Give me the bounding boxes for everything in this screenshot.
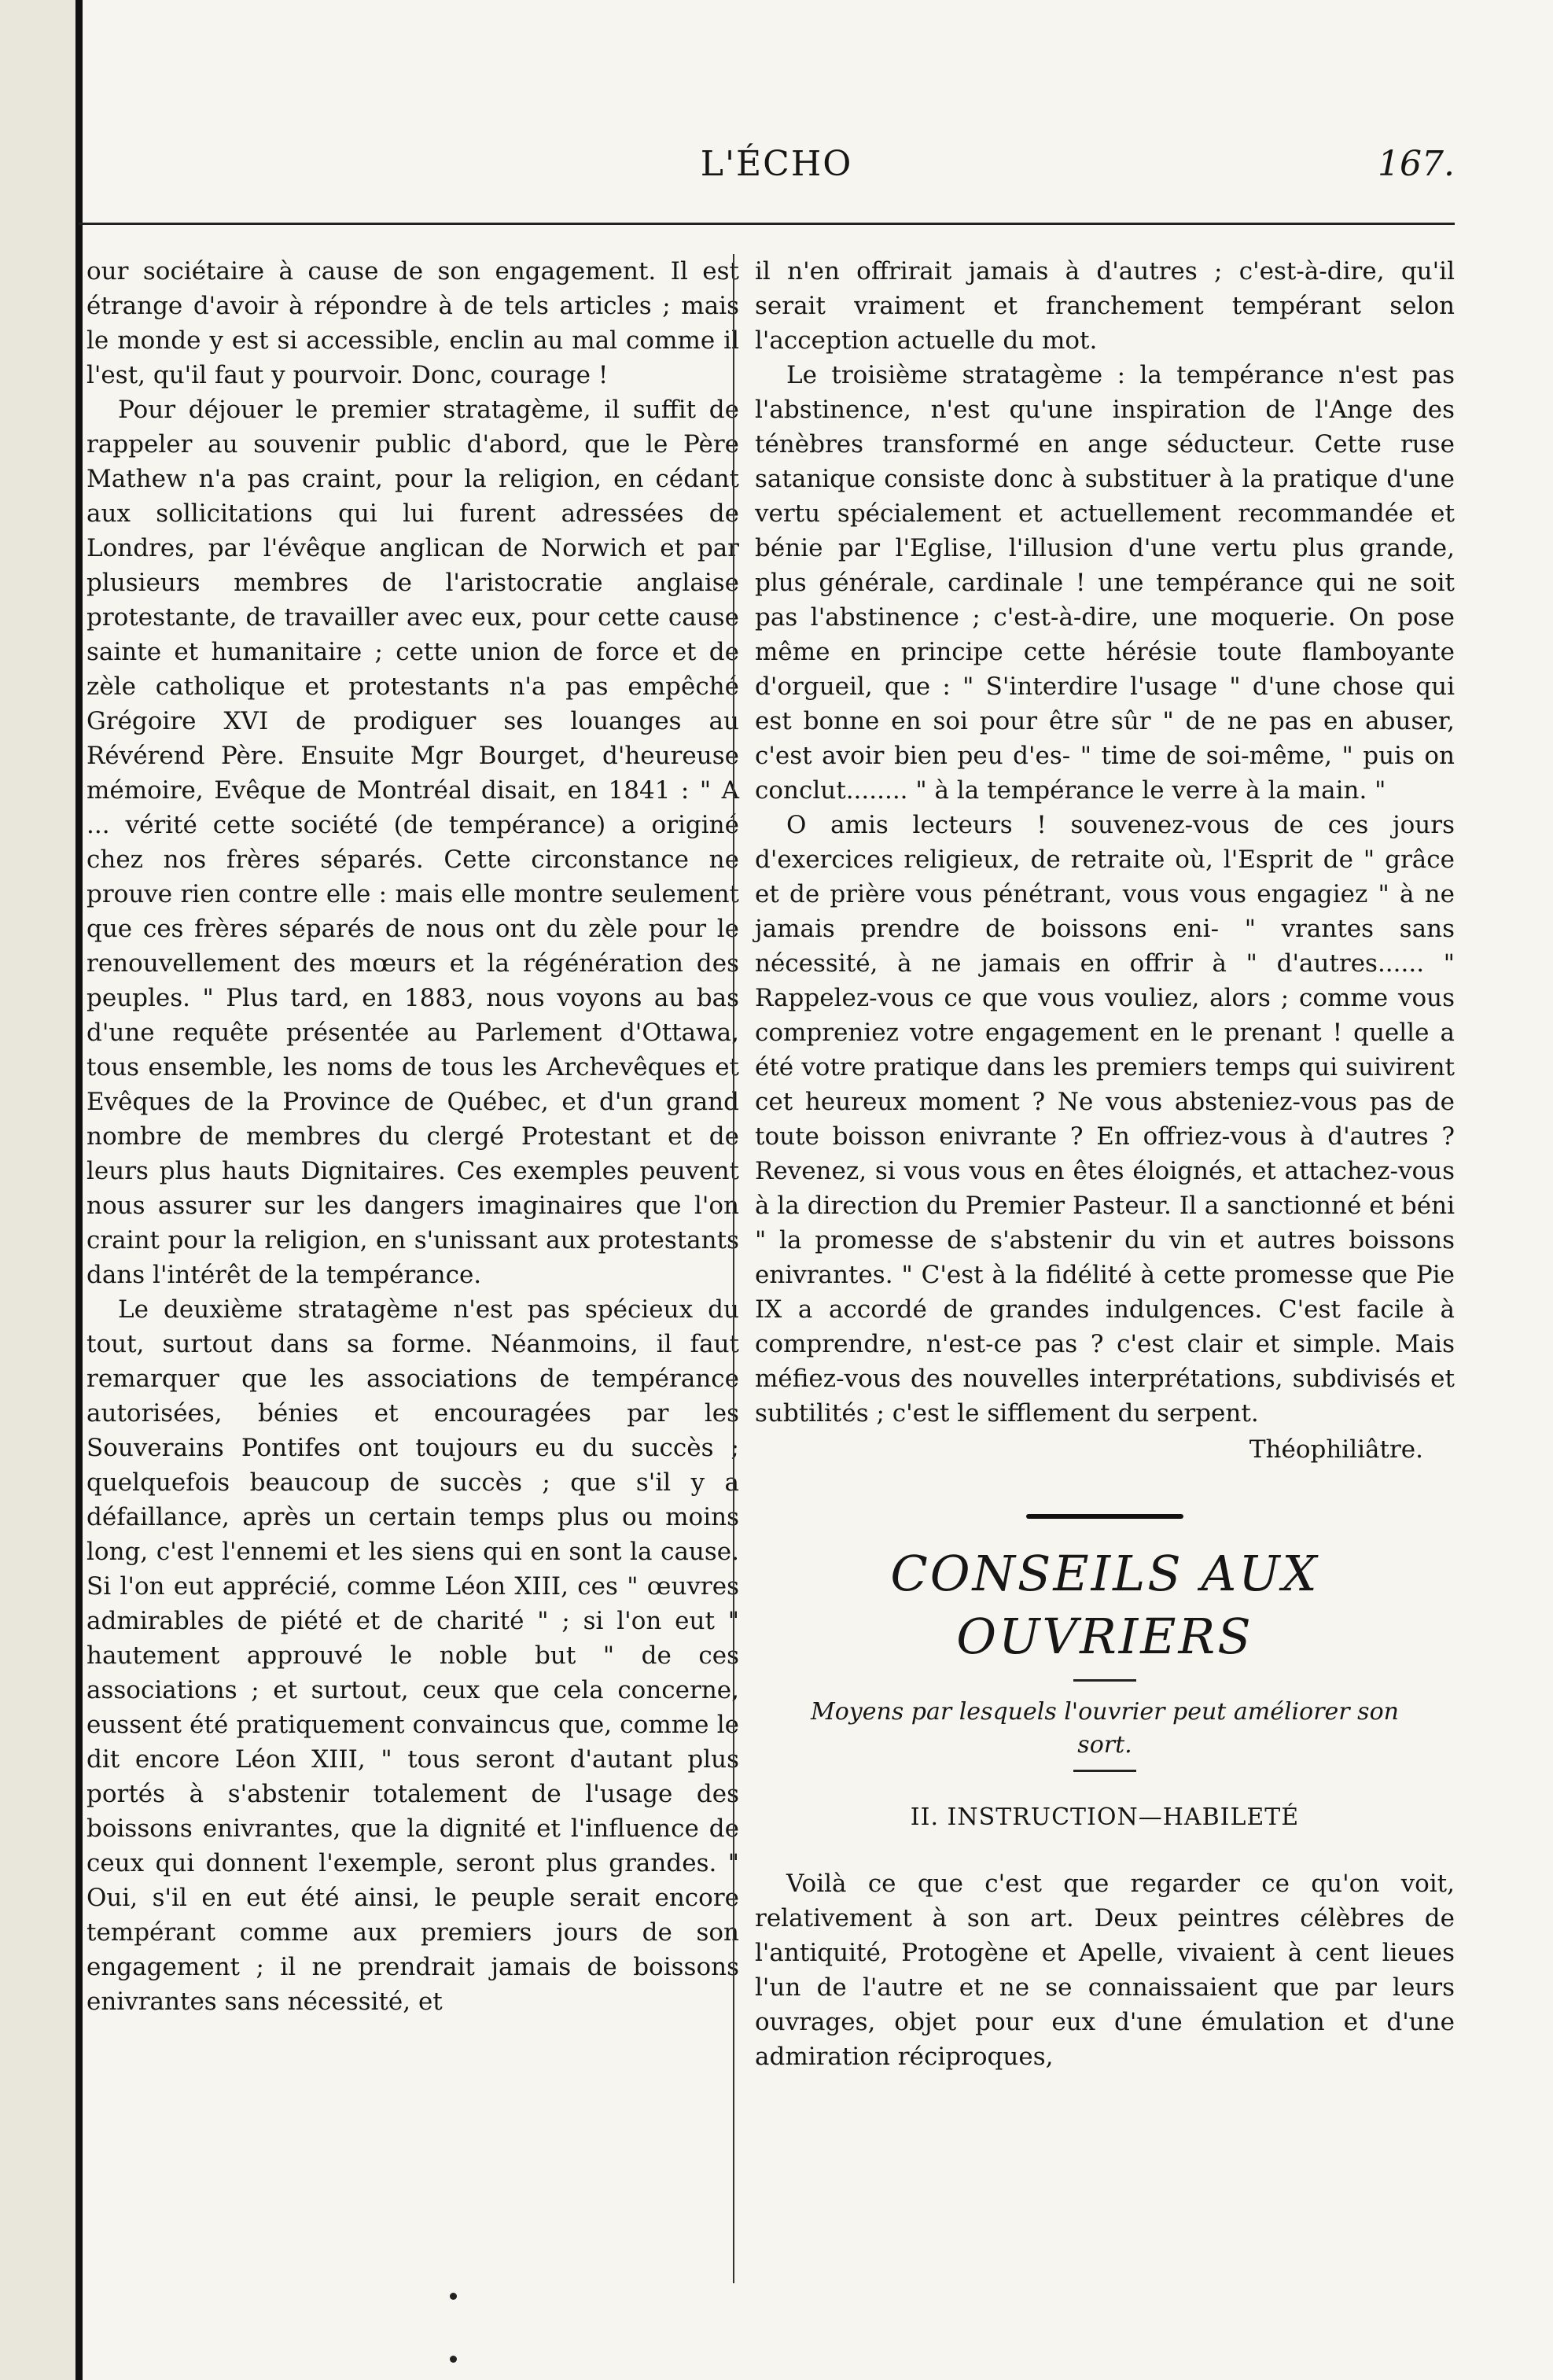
paragraph: our sociétaire à cause de son engagement. Il est étrange d'avoir à répondre à de tels articles ; mais le monde y est si accessible, enclin au mal comme il l'est, qu'il faut y pourvoir. Donc, courage ! [86, 257, 739, 389]
paragraph: Le deuxième stratagème n'est pas spécieux du tout, surtout dans sa forme. Néanmoins, il faut remarquer que les associations de tempérance autorisées, bénies et encouragées par les Souverains Pontifes ont toujours eu du succès ; quelquefois beaucoup de succès ; que s'il y a défaillance, après un certain temps plus ou moins long, c'est l'ennemi et les siens qui en sont la cause. Si l'on eut apprécié, comme Léon XIII, ces " œuvres admirables de piété et de charité " ; si l'on eut " hautement approuvé le noble but " de ces associations ; et surtout, ceux que cela concerne, eussent été pratiquement convaincus que, comme le dit encore Léon XIII, " tous seront d'autant plus portés à s'abstenir totalement de l'usage des boissons enivrantes, que la dignité et l'influence de ceux qui donnent l'exemple, seront plus grandes. " Oui, s'il en eut été ainsi, le peuple serait encore tempérant comme aux premiers jours de son engagement ; il ne prendrait jamais de boissons enivrantes sans nécessité, et [86, 1295, 739, 2016]
section-heading: II. INSTRUCTION—HABILETÉ [910, 1803, 1300, 1831]
paragraph: il n'en offrirait jamais à d'autres ; c'est-à-dire, qu'il serait vraiment et franchement tempérant selon l'acception actuelle du mot. [755, 257, 1455, 355]
ink-dot [450, 2356, 457, 2363]
section-title: CONSEILS AUX OUVRIERS [890, 1545, 1319, 1665]
signature: Théophiliâtre. [1249, 1435, 1423, 1464]
short-rule [1073, 1679, 1136, 1682]
ink-dot [450, 2293, 457, 2300]
section-ornament-rule [1026, 1514, 1183, 1519]
page-number: 167. [1378, 144, 1455, 184]
column-divider [733, 254, 734, 2283]
page-header-title: L'ÉCHO [700, 144, 853, 184]
right-column [755, 254, 1455, 2074]
paragraph: Pour déjouer le premier stratagème, il suffit de rappeler au souvenir public d'abord, que le Père Mathew n'a pas craint, pour la religion, en cédant aux sollicitations qui lui furent adressées de Londres, par l'évêque anglican de Norwich et par plusieurs membres de l'aristocratie anglaise protestante, de travailler avec eux, pour cette cause sainte et humanitaire ; cette union de force et de zèle catholique et protestants n'a pas empêché Grégoire XVI de prodiguer ses louanges au Révérend Père. Ensuite Mgr Bourget, d'heureuse mémoire, Evêque de Montréal disait, en 1841 : " A ... vérité cette société (de tempérance) a originé chez nos frères séparés. Cette circonstance ne prouve rien contre elle : mais elle montre seulement que ces frères séparés de nous ont du zèle pour le renouvellement des mœurs et la régénération des peuples. " Plus tard, en 1883, nous voyons au bas d'une requête présentée au Parlement d'Ottawa, tous ensemble, les noms de tous les Archevêques et Evêques de la Province de Québec, et d'un grand nombre de membres du clergé Protestant et de leurs plus hauts Dignitaires. Ces exemples peuvent nous assurer sur les dangers imaginaires que l'on craint pour la religion, en s'unissant aux protestants dans l'intérêt de la tempérance. [86, 396, 739, 1289]
paragraph: Voilà ce que c'est que regarder ce qu'on voit, relativement à son art. Deux peintres célèbres de l'antiquité, Protogène et Apelle, vivaient à cent lieues l'un de l'autre et ne se connaissaient que par leurs ouvrages, objet pour eux d'une émulation et d'une admiration réciproques, [755, 1870, 1455, 2071]
paragraph: O amis lecteurs ! souvenez-vous de ces jours d'exercices religieux, de retraite où, l'Esprit de " grâce et de prière vous pénétrant, vous vous engagiez " à ne jamais prendre de boissons eni- " vrantes sans nécessité, à ne jamais en offrir à " d'autres...... " Rappelez-vous ce que vous vouliez, alors ; comme vous compreniez votre engagement en le prenant ! quelle a été votre pratique dans les premiers temps qui suivirent cet heureux moment ? Ne vous absteniez-vous pas de toute boisson enivrante ? En offriez-vous à d'autres ? Revenez, si vous vous en êtes éloignés, et attachez-vous à la direction du Premier Pasteur. Il a sanctionné et béni " la promesse de s'abstenir du vin et autres boissons enivrantes. " C'est à la fidélité à cette promesse que Pie IX a accordé de grandes indulgences. C'est facile à comprendre, n'est-ce pas ? c'est clair et simple. Mais méfiez-vous des nouvelles interprétations, subdivisés et subtilités ; c'est le sifflement du serpent. [755, 811, 1455, 1428]
left-column [86, 254, 739, 2019]
paragraph: Le troisième stratagème : la tempérance n'est pas l'abstinence, n'est qu'une inspiration de l'Ange des ténèbres transformé en ange séducteur. Cette ruse satanique consiste donc à substituer à la pratique d'une vertu spécialement et actuellement recommandée et bénie par l'Eglise, l'illusion d'une vertu plus grande, plus générale, cardinale ! une tempérance qui ne soit pas l'abstinence ; c'est-à-dire, une moquerie. On pose même en principe cette hérésie toute flamboyante d'orgueil, que : " S'interdire l'usage " d'une chose qui est bonne en soi pour être sûr " de ne pas en abuser, c'est avoir bien peu d'es- " time de soi-même, " puis on conclut........ " à la tempérance le verre à la main. " [755, 361, 1455, 805]
section-subtitle: Moyens par lesquels l'ouvrier peut améliorer son sort. [811, 1698, 1399, 1759]
book-binding-edge [0, 0, 83, 2380]
short-rule [1073, 1770, 1136, 1772]
header-rule [79, 223, 1455, 225]
